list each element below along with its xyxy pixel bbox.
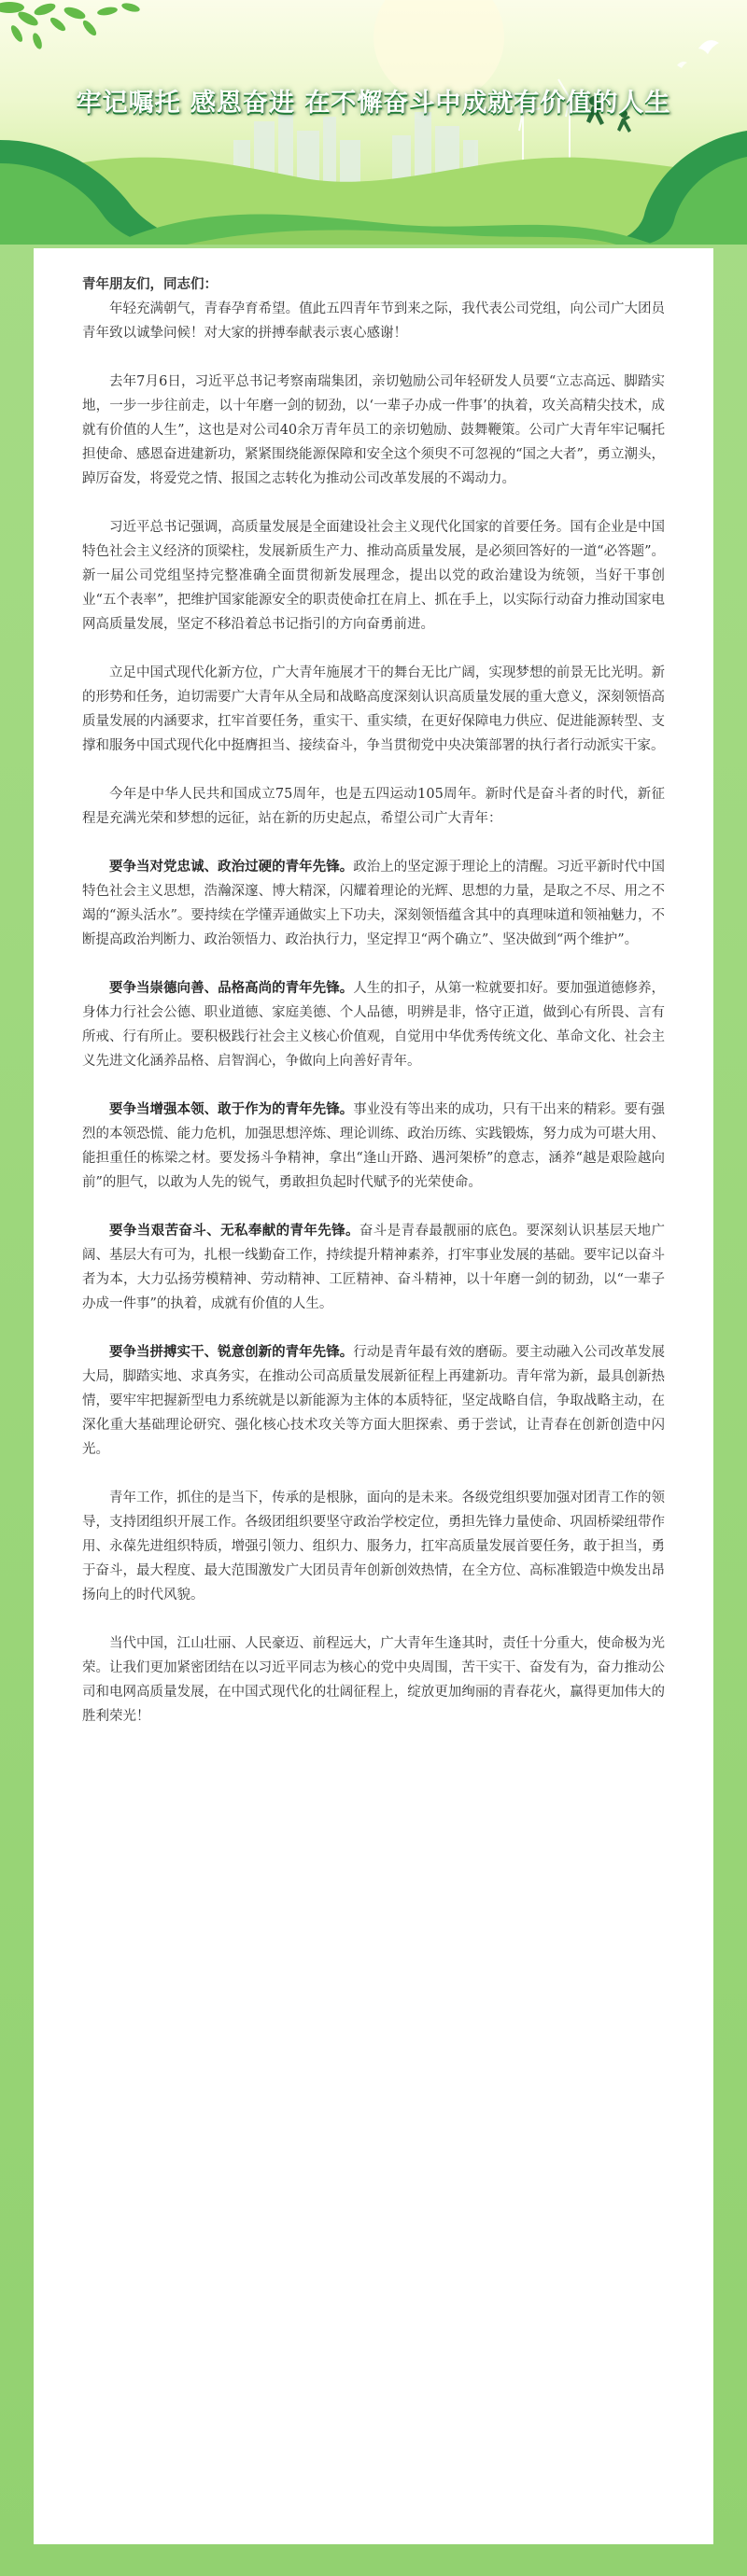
banner-title: 牢记嘱托 感恩奋进 在不懈奋斗中成就有价值的人生: [76, 89, 671, 118]
paragraph-modernization: 立足中国式现代化新方位，广大青年施展才干的舞台无比广阔，实现梦想的前景无比光明。新的形势和任务，迫切需要广大青年从全局和战略高度深刻认识高质量发展的重大意义，深刻领悟高质量发展的内涵要求，扛牢首要任务，重实干、重实绩，在更好保障电力供应、促进能源转型、支撑和服务中国式现代化中挺膺担当、接续奋斗，争当贯彻党中央决策部署的执行者行动派实干家。: [82, 665, 665, 753]
section-innovation-heading: 要争当拼搏实干、锐意创新的青年先锋。: [109, 1344, 354, 1360]
section-virtue-heading: 要争当崇德向善、品格高尚的青年先锋。: [109, 980, 354, 996]
paragraph-intro: 年轻充满朝气，青春孕育希望。值此五四青年节到来之际，我代表公司党组，向公司广大团员青年致以诚挚问候！对大家的拼搏奉献表示衷心感谢！: [82, 301, 665, 341]
header-banner: [0, 0, 747, 245]
paragraph-inspection: 去年7月6日，习近平总书记考察南瑞集团，亲切勉励公司年轻研发人员要“立志高远、脚踏实地，一步一步往前走，以十年磨一剑的韧劲，以‘一辈子办成一件事’的执着，攻关高精尖技术，成就有价值的人生”，这也是对公司40余万青年员工的亲切勉励、鼓舞鞭策。公司广大青年牢记嘱托担使命、感恩奋进建新功，紧紧围绕能源保障和安全这个须臾不可忽视的“国之大者”，勇立潮头，踔厉奋发，将爱党之情、报国之志转化为推动公司改革发展的不竭动力。: [82, 374, 665, 486]
section-loyalty: [82, 855, 665, 952]
section-ability: [82, 1098, 665, 1195]
paragraph-high-quality: 习近平总书记强调，高质量发展是全面建设社会主义现代化国家的首要任务。国有企业是中国特色社会主义经济的顶梁柱，发展新质生产力、推动高质量发展，是必须回答好的一道“必答题”。新一届公司党组坚持完整准确全面贯彻新发展理念，提出以党的政治建设为统领，当好干事创业“五个表率”，把维护国家能源安全的职责使命扛在肩上、抓在手上，以实际行动奋力推动国家电网高质量发展，坚定不移沿着总书记指引的方向奋勇前进。: [82, 520, 665, 632]
section-innovation: [82, 1340, 665, 1462]
section-virtue: [82, 976, 665, 1073]
paragraph-closing: 当代中国，江山壮丽、人民豪迈、前程远大，广大青年生逢其时，责任十分重大，使命极为光荣。让我们更加紧密团结在以习近平同志为核心的党中央周围，苦干实干、奋发有为，奋力推动公司和电网高质量发展，在中国式现代化的壮阔征程上，绽放更加绚丽的青春花火，赢得更加伟大的胜利荣光！: [82, 1636, 665, 1724]
bird-icons: [677, 40, 719, 68]
section-loyalty-body: 政治上的坚定源于理论上的清醒。习近平新时代中国特色社会主义思想，浩瀚深邃、博大精深，闪耀着理论的光辉、思想的力量，是取之不尽、用之不竭的“源头活水”。要持续在学懂弄通做实上下功夫，深刻领悟蕴含其中的真理味道和领袖魅力，不断提高政治判断力、政治领悟力、政治执行力，坚定捍卫“两个确立”、坚决做到“两个维护”。: [82, 860, 666, 947]
section-innovation-body: 行动是青年最有效的磨砺。要主动融入公司改革发展大局，脚踏实地、求真务实，在推动公司高质量发展新征程上再建新功。青年常为新，最具创新热情，要牢牢把握新型电力系统就是以新能源为主体的本质特征，坚定战略自信，争取战略主动，在深化重大基础理论研究、强化核心技术攻关等方面大胆探索、勇于尝试，让青春在创新创造中闪光。: [82, 1345, 666, 1457]
section-dedication-body: 奋斗是青春最靓丽的底色。要深刻认识基层天地广阔、基层大有可为，扎根一线勤奋工作，持续提升精神素养，打牢事业发展的基础。要牢记以奋斗者为本，大力弘扬劳模精神、劳动精神、工匠精神、奋斗精神，以十年磨一剑的韧劲，以“一辈子办成一件事”的执着，成就有价值的人生。: [82, 1224, 665, 1311]
section-ability-heading: 要争当增强本领、敢于作为的青年先锋。: [109, 1101, 354, 1117]
section-virtue-body: 人生的扣子，从第一粒就要扣好。要加强道德修养，身体力行社会公德、职业道德、家庭美德、个人品德，明辨是非，恪守正道，做到心有所畏、言有所戒、行有所止。要积极践行社会主义核心价值观，自觉用中华优秀传统文化、革命文化、社会主义先进文化涵养品格、启智润心，争做向上向善好青年。: [82, 981, 666, 1069]
section-dedication-heading: 要争当艰苦奋斗、无私奉献的青年先锋。: [109, 1223, 359, 1239]
section-loyalty-heading: 要争当对党忠诚、政治过硬的青年先锋。: [109, 859, 354, 875]
banner-illustration: [0, 0, 747, 245]
section-dedication: [82, 1219, 665, 1316]
article-greeting: 青年朋友们，同志们：: [82, 276, 218, 292]
article-card: [34, 248, 713, 2544]
section-ability-body: 事业没有等出来的成功，只有干出来的精彩。要有强烈的本领恐慌、能力危机，加强思想淬炼、理论训练、政治历练、实践锻炼，努力成为可堪大用、能担重任的栋梁之材。要发扬斗争精神，拿出“逢山开路、遇河架桥”的意志，涵养“越是艰险越向前”的胆气，以敢为人先的锐气，勇敢担负起时代赋予的光荣使命。: [82, 1102, 666, 1190]
paragraph-youth-work: 青年工作，抓住的是当下，传承的是根脉，面向的是未来。各级党组织要加强对团青工作的领导，支持团组织开展工作。各级团组织要坚守政治学校定位，勇担先锋力量使命、巩固桥梁纽带作用、永葆先进组织特质，增强引领力、组织力、服务力，扛牢高质量发展首要任务，敢于担当，勇于奋斗，最大程度、最大范围激发广大团员青年创新创效热情，在全方位、高标准锻造中焕发出昂扬向上的时代风貌。: [82, 1491, 665, 1603]
paragraph-anniversary: 今年是中华人民共和国成立75周年，也是五四运动105周年。新时代是奋斗者的时代，新征程是充满光荣和梦想的远征，站在新的历史起点，希望公司广大青年：: [82, 787, 665, 826]
willow-leaves: [0, 1, 141, 50]
